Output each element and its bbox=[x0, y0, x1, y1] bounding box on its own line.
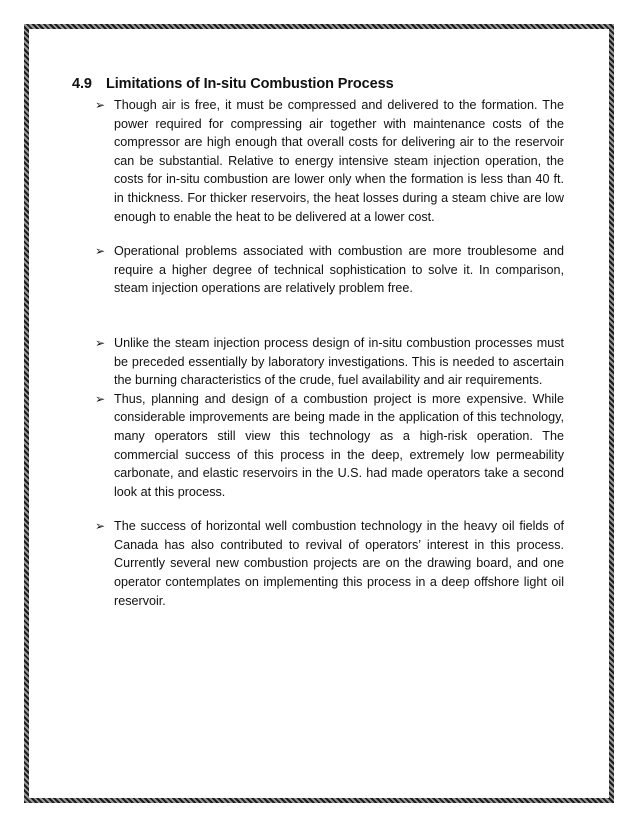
bullet-text-2: Operational problems associated with combustion are more troublesome and require a higher degree of technical sophistication to solve it. In comparison, steam injection operations are relatively problem free. bbox=[114, 244, 564, 296]
bullet-item-4 bbox=[72, 390, 564, 502]
bullet-item-2 bbox=[72, 242, 564, 298]
bullet-item-3 bbox=[72, 334, 564, 390]
arrowhead-bullet-icon: ➢ bbox=[95, 391, 106, 406]
arrowhead-bullet-icon: ➢ bbox=[95, 335, 106, 350]
arrowhead-bullet-icon: ➢ bbox=[95, 519, 106, 534]
bullet-text-5: The success of horizontal well combustion technology in the heavy oil fields of Canada has also contributed to revival of operators’ interest in this process. Currently several new combustion projects are on the drawing board, and one operator contemplates on implementing this process in a deep offshore light oil reservoir. bbox=[114, 519, 564, 608]
bullet-text-4: Thus, planning and design of a combustion project is more expensive. While considerable improvements are being made in the application of this technology, many operators still view this technology as a high-risk operation. The commercial success of this process in the deep, extremely low permeability carbonate, and elastic reservoirs in the U.S. had made operators take a second look at this process. bbox=[114, 391, 564, 499]
bullet-list bbox=[72, 96, 564, 610]
section-number: 4.9 bbox=[72, 76, 92, 92]
section-heading bbox=[72, 74, 564, 94]
document-body bbox=[72, 74, 564, 610]
bullet-text-1: Though air is free, it must be compressed and delivered to the formation. The power required for compressing air together with maintenance costs of the compressor are high enough that overall costs for delivering air to the reservoir can be substantial. Relative to energy intensive steam injection operation, the costs for in-situ combustion are lower only when the formation is less than 40 ft. in thickness. For thicker reservoirs, the heat losses during a steam chive are low enough to enable the heat to be delivered at a lower cost. bbox=[114, 98, 564, 224]
arrowhead-bullet-icon: ➢ bbox=[95, 244, 106, 259]
section-title: Limitations of In-situ Combustion Process bbox=[106, 76, 394, 92]
bullet-item-1 bbox=[72, 96, 564, 226]
bullet-item-5 bbox=[72, 517, 564, 610]
bullet-text-3: Unlike the steam injection process design of in-situ combustion processes must be preceded essentially by laboratory investigations. This is needed to ascertain the burning characteristics of the crude, fuel availability and air requirements. bbox=[114, 335, 564, 388]
arrowhead-bullet-icon: ➢ bbox=[95, 98, 106, 112]
